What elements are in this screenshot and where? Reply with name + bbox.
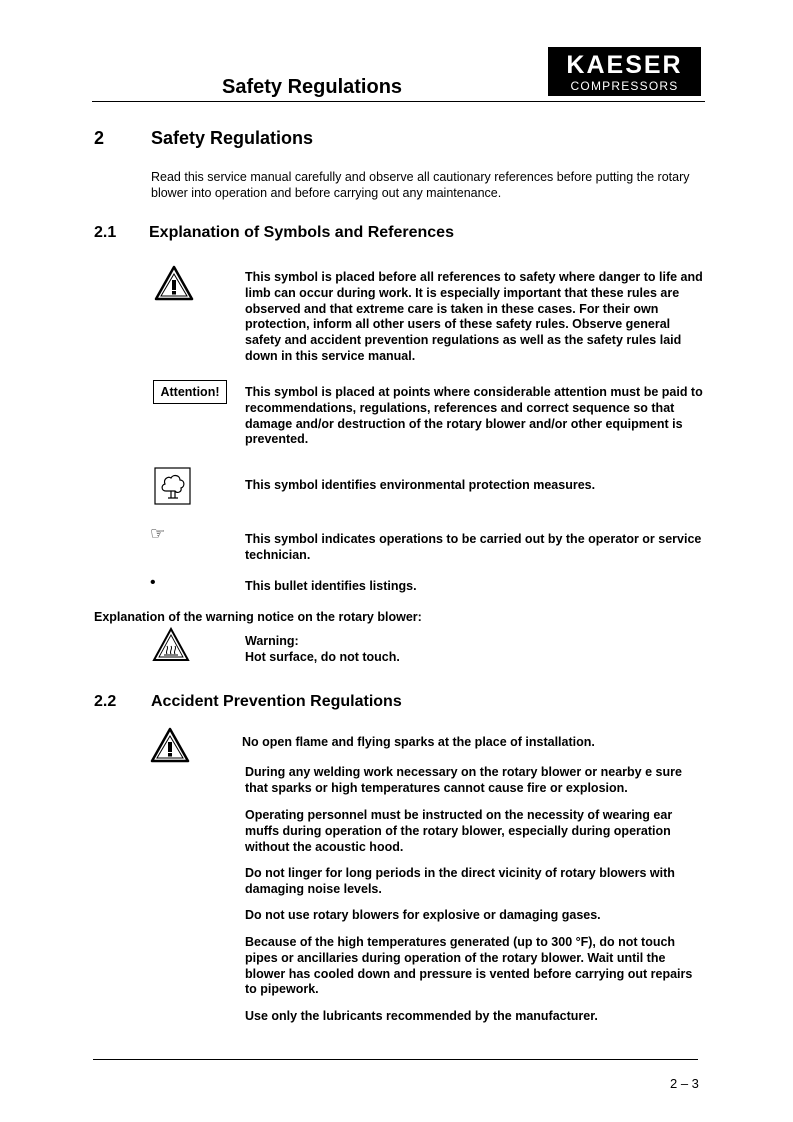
environment-tree-icon (154, 467, 191, 505)
subsection-number-2-2: 2.2 (94, 693, 117, 710)
page-number: 2 – 3 (670, 1076, 699, 1091)
warning-symbol-description: This symbol is placed before all references to safety where danger to life and limb can occur during work. It is especially important that these rules are observed and that extreme care is taken in these cases. For their own protection, inform all other users of these safety rules. Observe general safety and accident prevention regulations as well as the safety rules laid down in this service manual. (245, 270, 703, 363)
hot-surface-icon (152, 627, 190, 662)
regulation-item: No open flame and flying sparks at the place of installation. (242, 735, 595, 749)
warning-notice-heading: Explanation of the warning notice on the rotary blower: (94, 610, 422, 624)
regulation-item: During any welding work necessary on the rotary blower or nearby e sure that sparks or high temperatures cannot cause fire or explosion. (245, 765, 682, 795)
regulation-item: Use only the lubricants recommended by the manufacturer. (245, 1009, 598, 1023)
environment-symbol-description: This symbol identifies environmental protection measures. (245, 478, 596, 492)
logo-subtitle: COMPRESSORS (570, 79, 679, 93)
warning-notice-line-1: Warning: (245, 634, 299, 648)
attention-label: Attention! (153, 380, 227, 404)
header-divider (92, 101, 705, 102)
pointing-hand-icon: ☞ (150, 524, 166, 543)
warning-notice-line-2: Hot surface, do not touch. (245, 650, 400, 664)
regulation-item: Do not use rotary blowers for explosive or damaging gases. (245, 908, 601, 922)
operation-symbol-description: This symbol indicates operations to be carried out by the operator or service technician. (245, 532, 702, 562)
subsection-title-2-2: Accident Prevention Regulations (151, 693, 402, 710)
section-intro: Read this service manual carefully and observe all cautionary references before putting the rotary blower into operation and before carrying out any maintenance. (151, 170, 690, 200)
section-number: 2 (94, 128, 105, 148)
bullet-symbol-description: This bullet identifies listings. (245, 579, 417, 593)
regulation-item: Do not linger for long periods in the direct vicinity of rotary blowers with damaging noise levels. (245, 866, 675, 896)
section-title: Safety Regulations (151, 128, 314, 148)
subsection-number-2-1: 2.1 (94, 224, 117, 241)
page-header-title: Safety Regulations (222, 76, 403, 98)
regulation-item: Because of the high temperatures generated (up to 300 °F), do not touch pipes or ancillaries during operation of the rotary blower. Wait until the blower has cooled down and pressure is vented before carrying out repairs to pipework. (245, 935, 693, 997)
warning-triangle-icon (150, 727, 190, 763)
company-logo (548, 47, 701, 96)
attention-symbol-description: This symbol is placed at points where considerable attention must be paid to recommendations, regulations, references and correct sequence so that damage and/or destruction of the rotary blower and/or other equipment is prevented. (245, 385, 703, 447)
warning-triangle-icon (154, 265, 194, 301)
footer-divider (93, 1059, 698, 1060)
regulation-item: Operating personnel must be instructed on the necessity of wearing ear muffs during operation of the rotary blower, especially during operation without the acoustic hood. (245, 808, 673, 854)
logo-brand: KAESER (566, 51, 683, 79)
bullet-icon: • (150, 574, 156, 591)
subsection-title-2-1: Explanation of Symbols and References (149, 224, 454, 241)
